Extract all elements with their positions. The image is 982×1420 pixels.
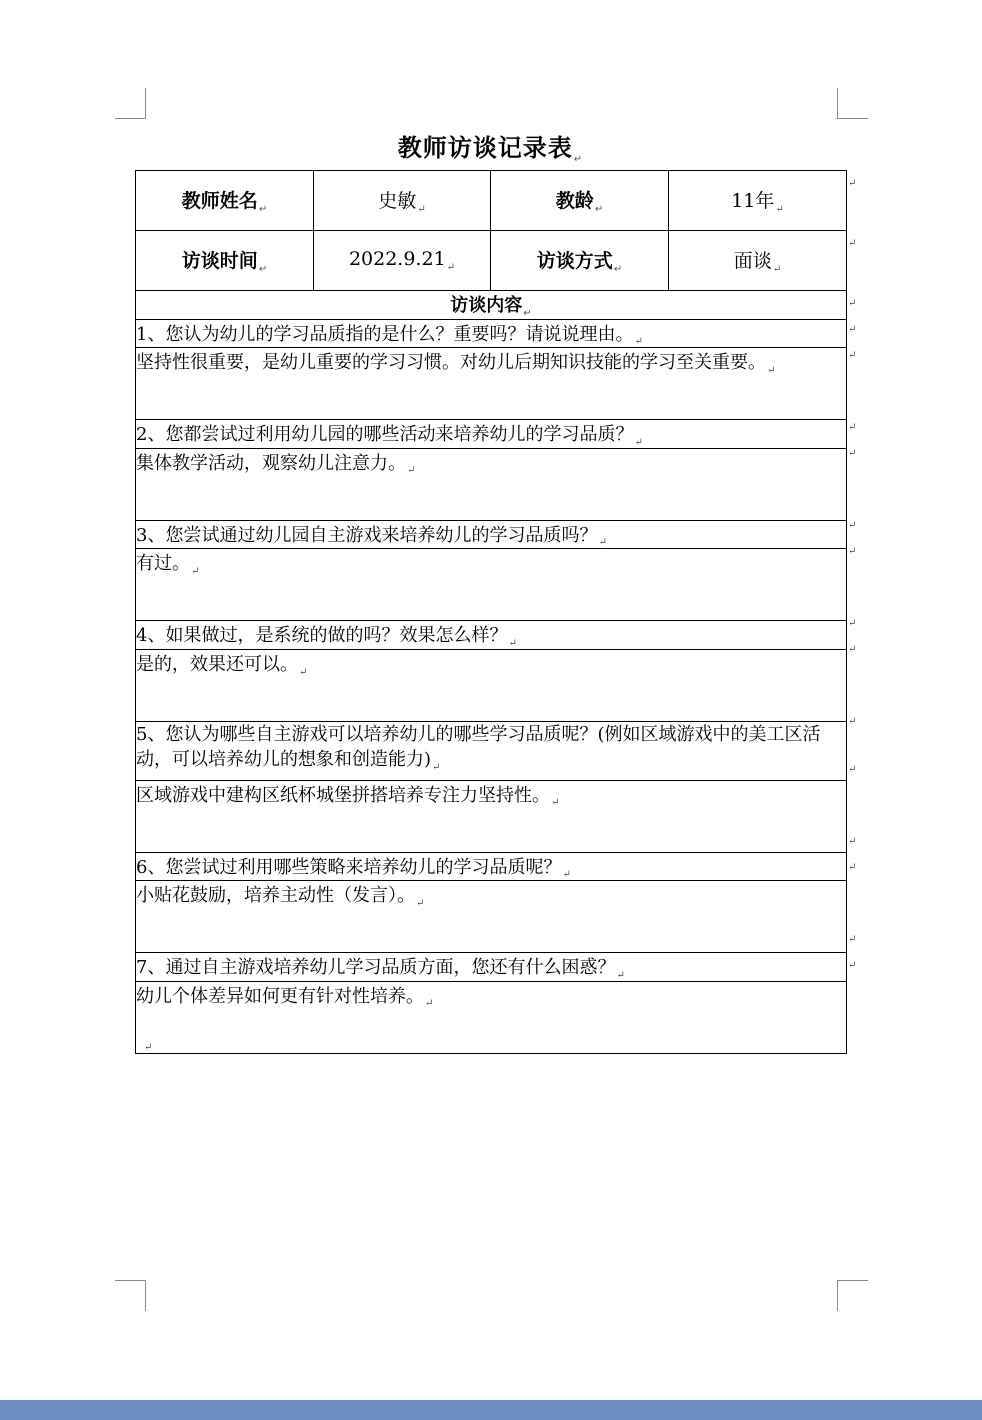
answer-5[interactable]: 区域游戏中建构区纸杯城堡拼搭培养专注力坚持性。$_↵$ <box>136 780 847 852</box>
row-end-mark-icon: ↵ <box>848 960 857 971</box>
window-bottom-bar <box>0 1400 982 1420</box>
row-end-mark-icon: ↵ <box>848 644 857 655</box>
row-end-mark-icon: ↵ <box>848 764 857 775</box>
question-5[interactable]: 5、您认为哪些自主游戏可以培养幼儿的哪些学习品质呢？(例如区域游戏中的美工区活动，可以培养幼儿的想象和创造能力)$_↵$ <box>136 721 847 780</box>
answer-row <box>136 549 847 621</box>
question-row <box>136 621 847 650</box>
answer-row <box>136 448 847 520</box>
info-row-2 <box>136 231 847 291</box>
question-row <box>136 319 847 348</box>
answer-row <box>136 780 847 852</box>
answer-row <box>136 981 847 1053</box>
row-end-mark-icon: ↵ <box>848 178 857 189</box>
teacher-name-label: 教师姓名$_↵$ <box>136 171 314 231</box>
answer-6[interactable]: 小贴花鼓励，培养主动性（发言）。$_↵$ <box>136 881 847 953</box>
question-7[interactable]: 7、通过自主游戏培养幼儿学习品质方面，您还有什么困惑？$_↵$ <box>136 953 847 982</box>
row-end-mark-icon: ↵ <box>848 324 857 335</box>
paragraph-mark-icon: ↵ <box>573 153 584 165</box>
content-header-row <box>136 291 847 320</box>
answer-4[interactable]: 是的，效果还可以。$_↵$ <box>136 649 847 721</box>
answer-row <box>136 649 847 721</box>
question-row <box>136 420 847 449</box>
question-row <box>136 721 847 780</box>
answer-row <box>136 881 847 953</box>
answer-1[interactable]: 坚持性很重要，是幼儿重要的学习习惯。对幼儿后期知识技能的学习至关重要。$_↵$ <box>136 348 847 420</box>
page-title: 教师访谈记录表$_↵$ <box>397 134 584 165</box>
question-2[interactable]: 2、您都尝试过利用幼儿园的哪些活动来培养幼儿的学习品质？$_↵$ <box>136 420 847 449</box>
interview-method-label: 访谈方式$_↵$ <box>491 231 669 291</box>
interview-method-value[interactable]: 面谈$_↵$ <box>669 231 847 291</box>
crop-mark-bottom-right <box>837 1280 868 1311</box>
crop-mark-bottom-left <box>115 1280 146 1311</box>
question-1[interactable]: 1、您认为幼儿的学习品质指的是什么？重要吗？请说说理由。$_↵$ <box>136 319 847 348</box>
interview-table <box>135 170 847 1054</box>
question-6[interactable]: 6、您尝试过利用哪些策略来培养幼儿的学习品质呢？$_↵$ <box>136 852 847 881</box>
row-end-mark-icon: ↵ <box>848 546 857 557</box>
teacher-name-value[interactable]: 史敏$_↵$ <box>314 171 491 231</box>
crop-mark-top-left <box>115 88 146 119</box>
row-end-mark-icon: ↵ <box>848 862 857 873</box>
row-end-mark-icon: ↵ <box>848 350 857 361</box>
row-end-mark-icon: ↵ <box>848 422 857 433</box>
row-end-mark-icon: ↵ <box>848 238 857 249</box>
row-end-mark-icon: ↵ <box>848 716 857 727</box>
info-row-1 <box>136 171 847 231</box>
paragraph-mark-icon: ↵ <box>144 1042 153 1053</box>
teaching-years-label: 教龄$_↵$ <box>491 171 669 231</box>
row-end-mark-icon: ↵ <box>848 618 857 629</box>
answer-7[interactable]: 幼儿个体差异如何更有针对性培养。$_↵$ <box>136 981 847 1053</box>
row-end-mark-icon: ↵ <box>848 836 857 847</box>
question-4[interactable]: 4、如果做过，是系统的做的吗？效果怎么样？$_↵$ <box>136 621 847 650</box>
row-end-mark-icon: ↵ <box>848 298 857 309</box>
question-row <box>136 520 847 549</box>
question-3[interactable]: 3、您尝试通过幼儿园自主游戏来培养幼儿的学习品质吗？$_↵$ <box>136 520 847 549</box>
content-header: 访谈内容$_↵$ <box>136 291 847 320</box>
interview-time-label: 访谈时间$_↵$ <box>136 231 314 291</box>
row-end-mark-icon: ↵ <box>848 520 857 531</box>
answer-row <box>136 348 847 420</box>
crop-mark-top-right <box>837 88 868 119</box>
row-end-mark-icon: ↵ <box>848 448 857 459</box>
interview-time-value[interactable]: $2022.9.21_↵$ <box>314 231 491 291</box>
teaching-years-value[interactable]: 11年$_↵$ <box>669 171 847 231</box>
question-row <box>136 953 847 982</box>
answer-3[interactable]: 有过。$_↵$ <box>136 549 847 621</box>
row-end-mark-icon: ↵ <box>848 934 857 945</box>
question-row <box>136 852 847 881</box>
answer-2[interactable]: 集体教学活动，观察幼儿注意力。$_↵$ <box>136 448 847 520</box>
